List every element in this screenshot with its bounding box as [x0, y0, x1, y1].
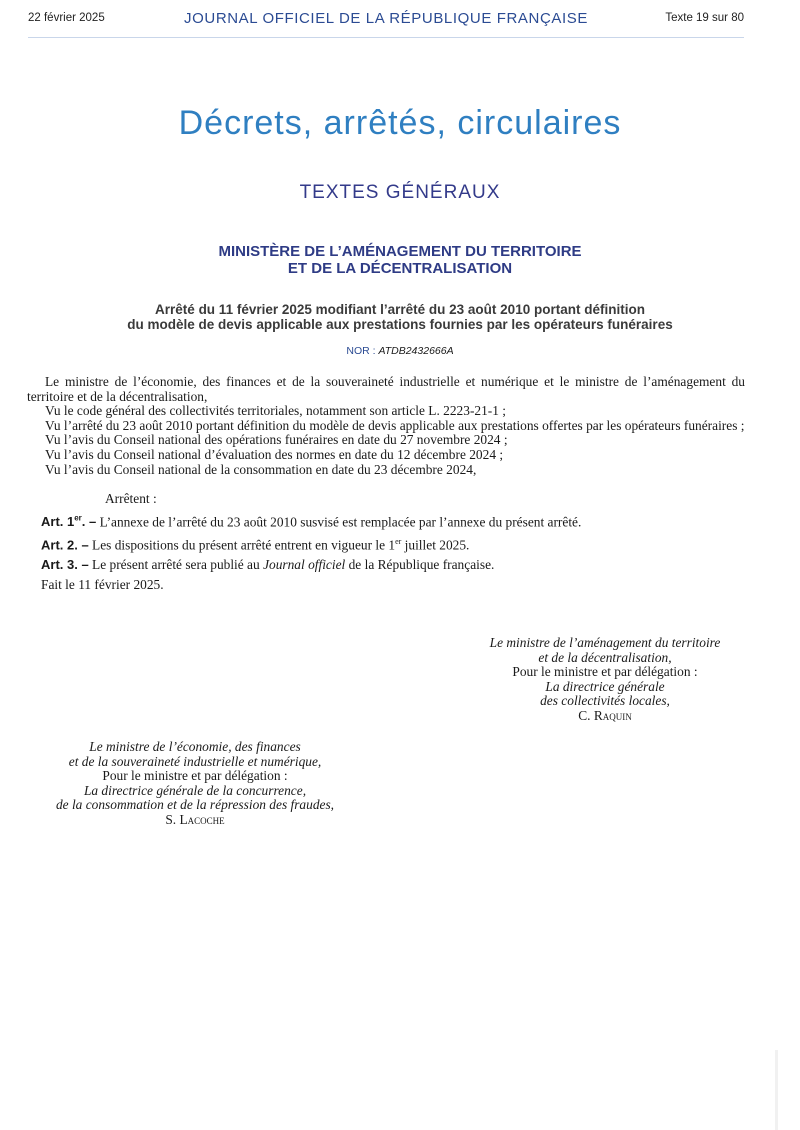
signature-delegation: Pour le ministre et par délégation :	[512, 664, 698, 680]
signature-name: C. Raquin	[578, 707, 632, 723]
ministry-line: MINISTÈRE DE L’AMÉNAGEMENT DU TERRITOIRE	[218, 243, 582, 260]
section-title: Décrets, arrêtés, circulaires	[178, 104, 622, 142]
fait-line: Fait le 11 février 2025.	[41, 577, 164, 593]
article-label: Art. 3. –	[41, 556, 89, 572]
article-text: L’annexe de l’arrêté du 23 août 2010 susvisé est remplacée par l’annexe du présent arrêté.	[96, 514, 582, 530]
signature-title: Le ministre de l’économie, des finances	[89, 739, 301, 754]
header-divider	[28, 37, 744, 38]
signature-title: et de la souveraineté industrielle et numérique,	[68, 753, 322, 769]
article-1	[27, 512, 745, 530]
signature-title: Le ministre de l’aménagement du territoire	[489, 635, 721, 650]
article-3	[27, 558, 745, 573]
header-page-number: Texte 19 sur 80	[665, 12, 744, 24]
article-sup: er	[74, 513, 82, 523]
arrete-title	[60, 302, 740, 332]
article-label-text: Art. 1	[41, 514, 75, 530]
signature-role: des collectivités locales,	[540, 693, 670, 709]
preamble-paragraph: Vu l’avis du Conseil national d’évaluation des normes en date du 12 décembre 2024 ;	[45, 446, 504, 462]
preamble-paragraph: Le ministre de l’économie, des finances et de la souveraineté industrielle et numérique et le ministre de l’aménagement du territoire et de la décentralisation,	[27, 374, 745, 404]
preamble-paragraph: Vu l’avis du Conseil national de la consommation en date du 23 décembre 2024,	[45, 461, 477, 477]
signature-delegation: Pour le ministre et par délégation :	[102, 768, 288, 784]
article-label: Art. 2. –	[41, 537, 89, 553]
article-label-suffix: . –	[81, 514, 97, 530]
arrete-title-line: du modèle de devis applicable aux prestations fournies par les opérateurs funéraires	[127, 317, 673, 332]
article-text-end: juillet 2025.	[401, 537, 470, 553]
article-sup: er	[395, 536, 402, 546]
preamble-paragraph: Vu le code général des collectivités territoriales, notamment son article L. 2223-21-1 ;	[45, 403, 507, 419]
document-body	[27, 375, 745, 593]
scrollbar-track	[775, 1050, 778, 1130]
signature-block-economie	[20, 740, 370, 828]
page-header	[28, 10, 744, 34]
subsection-title: TEXTES GÉNÉRAUX	[299, 182, 501, 203]
article-text: Le présent arrêté sera publié au	[88, 556, 264, 572]
preamble-paragraph: Vu l’arrêté du 23 août 2010 portant définition du modèle de devis applicable aux prestations offertes par les opérateurs funéraires ;	[45, 417, 745, 433]
nor-label: NOR :	[346, 345, 379, 357]
article-label	[41, 514, 96, 529]
signature-block-amenagement	[450, 636, 760, 724]
ministry-line: ET DE LA DÉCENTRALISATION	[287, 260, 513, 277]
arrete-title-line: Arrêté du 11 février 2025 modifiant l’arrêté du 23 août 2010 portant définition	[155, 302, 645, 317]
signature-role: La directrice générale	[545, 678, 665, 694]
article-2	[27, 535, 745, 553]
article-text-end: de la République française.	[345, 556, 495, 572]
signature-role: de la consommation et de la répression des fraudes,	[55, 797, 335, 813]
signature-role: La directrice générale de la concurrence,	[83, 782, 307, 798]
signature-title: et de la décentralisation,	[538, 649, 672, 665]
arretent-line: Arrêtent :	[105, 491, 157, 507]
nor-reference	[0, 345, 800, 357]
ministry-heading	[0, 243, 800, 277]
header-journal-title: JOURNAL OFFICIEL DE LA RÉPUBLIQUE FRANÇAISE	[184, 10, 588, 27]
preamble-paragraph: Vu l’avis du Conseil national des opérations funéraires en date du 27 novembre 2024 ;	[45, 432, 508, 448]
article-italic: Journal officiel	[263, 556, 346, 572]
nor-value: ATDB2432666A	[378, 345, 454, 357]
header-date: 22 février 2025	[28, 12, 105, 24]
article-text: Les dispositions du présent arrêté entrent en vigueur le 1	[88, 537, 396, 553]
signature-name: S. Lacoche	[165, 811, 225, 827]
